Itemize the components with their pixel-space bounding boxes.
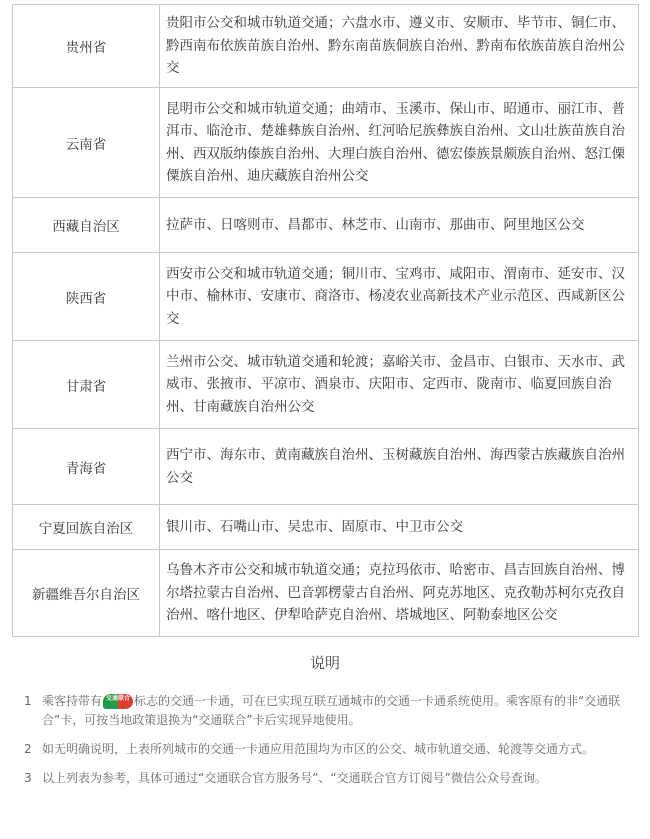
cities-cell: 银川市、石嘴山市、吴忠市、固原市、中卫市公交 [160,505,639,550]
province-cell: 宁夏回族自治区 [13,505,160,550]
province-cell: 陕西省 [13,253,160,341]
transport-union-logo-icon [103,694,133,709]
cities-cell: 贵阳市公交和城市轨道交通；六盘水市、遵义市、安顺市、毕节市、铜仁市、黔西南布依族苗族自治州、黔东南苗族侗族自治州、黔南布依族苗族自治州公交 [160,5,639,88]
note-text: 如无明确说明，上表所列城市的交通一卡通应用范围均为市区的公交、城市轨道交通、轮渡等交通方式。 [42,742,595,756]
table-row [13,550,639,637]
province-cell: 西藏自治区 [13,198,160,253]
table-row [13,88,639,198]
note-text: 以上列表为参考，具体可通过“交通联合官方服务号”、“交通联合官方订阅号”微信公众号查询。 [42,771,547,785]
logo-text: 交通联合 [106,695,131,702]
province-cell: 新疆维吾尔自治区 [13,550,160,637]
city-coverage-table [12,4,639,637]
note-text [42,692,636,730]
table-row [13,429,639,505]
table-row [13,5,639,88]
cities-cell: 昆明市公交和城市轨道交通；曲靖市、玉溪市、保山市、昭通市、丽江市、普洱市、临沧市、楚雄彝族自治州、红河哈尼族彝族自治州、文山壮族苗族自治州、西双版纳傣族自治州、大理白族自治州、德宏傣族景颇族自治州、怒江傈僳族自治州、迪庆藏族自治州公交 [160,88,639,198]
cities-cell: 乌鲁木齐市公交和城市轨道交通；克拉玛依市、哈密市、昌吉回族自治州、博尔塔拉蒙古自治州、巴音郭楞蒙古自治州、阿克苏地区、克孜勒苏柯尔克孜自治州、喀什地区、伊犁哈萨克自治州、塔城地区、阿勒泰地区公交 [160,550,639,637]
note-item [24,769,636,788]
province-cell: 云南省 [13,88,160,198]
note-number: 3 [24,771,32,785]
note-text-post: 标志的交通一卡通，可在已实现互联互通城市的交通一卡通系统使用。乘客原有的非“交通联合”卡，可按当地政策退换为“交通联合”卡后实现异地使用。 [42,694,621,727]
note-text-pre: 乘客持带有 [42,694,103,708]
province-cell: 青海省 [13,429,160,505]
notes-title: 说明 [309,654,340,672]
note-item [24,692,636,730]
cities-cell: 拉萨市、日喀则市、昌都市、林芝市、山南市、那曲市、阿里地区公交 [160,198,639,253]
table-row [13,505,639,550]
note-number: 2 [24,742,32,756]
table-row [13,341,639,429]
table-row [13,198,639,253]
province-cell: 甘肃省 [13,341,160,429]
cities-cell: 西宁市、海东市、黄南藏族自治州、玉树藏族自治州、海西蒙古族藏族自治州公交 [160,429,639,505]
cities-cell: 兰州市公交、城市轨道交通和轮渡；嘉峪关市、金昌市、白银市、天水市、武威市、张掖市、平凉市、酒泉市、庆阳市、定西市、陇南市、临夏回族自治州、甘南藏族自治州公交 [160,341,639,429]
province-cell: 贵州省 [13,5,160,88]
note-number: 1 [24,694,32,708]
table-row [13,253,639,341]
note-item [24,740,636,759]
cities-cell: 西安市公交和城市轨道交通；铜川市、宝鸡市、咸阳市、渭南市、延安市、汉中市、榆林市、安康市、商洛市、杨凌农业高新技术产业示范区、西咸新区公交 [160,253,639,341]
